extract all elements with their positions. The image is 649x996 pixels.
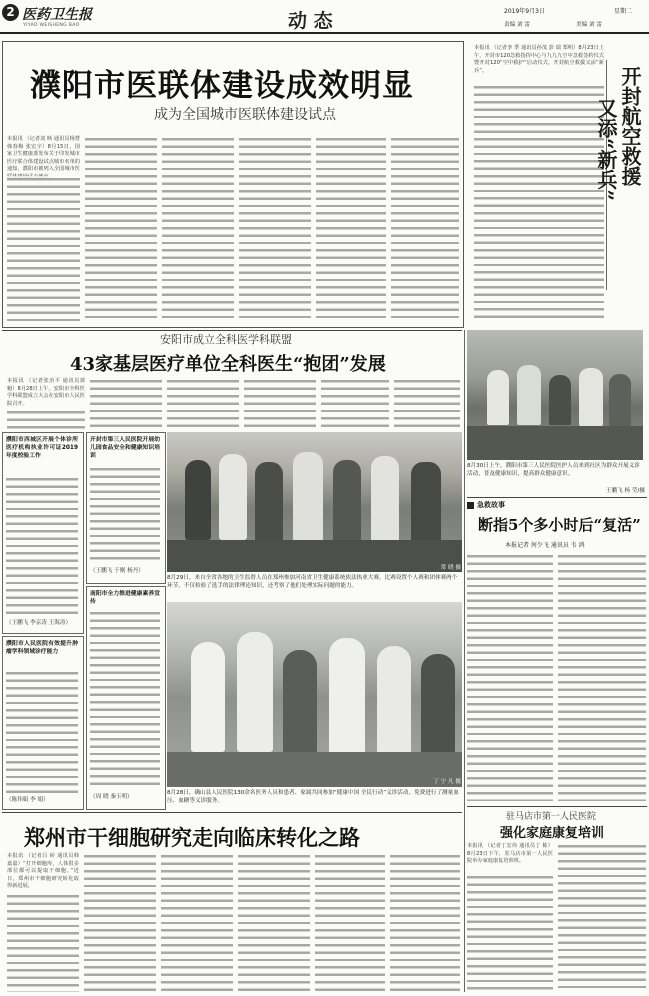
zhumadian-col-1 xyxy=(467,874,553,992)
side-headline-2: 又添“新兵” xyxy=(594,98,618,202)
issue-date: 2019年9月3日 xyxy=(504,8,545,15)
bottom-col-6 xyxy=(390,853,460,992)
bottom-story-top-rule xyxy=(2,812,462,813)
photo-queshan-clinic xyxy=(167,602,462,787)
designer-credit: 美编 刘 雷 xyxy=(576,22,602,28)
photo-puyang-credit: 王鹏飞 杨 莹/摄 xyxy=(605,488,645,494)
zhumadian-headline: 强化家庭康复培训 xyxy=(500,826,605,841)
masthead xyxy=(0,0,649,40)
side-headline-1: 开封航空救援 xyxy=(618,66,642,186)
emergency-col-1 xyxy=(467,553,553,801)
zhumadian-kicker: 驻马店市第一人民医院 xyxy=(506,812,597,822)
photo-puyang-community xyxy=(467,330,643,460)
middle-brief-2-byline: （周 晓 秦玉明） xyxy=(90,794,133,800)
middle-brief-1-headline: 开封市第三人民医院开展幼儿园食品安全和健康知识培训 xyxy=(90,437,160,459)
alliance-headline: 43家基层医疗单位全科医生“抱团”发展 xyxy=(70,354,386,375)
bottom-col-3 xyxy=(161,853,233,992)
lead-body-col-3 xyxy=(162,136,234,321)
emergency-headline: 断指5个多小时后“复活” xyxy=(478,516,641,534)
middle-brief-2-headline: 南阳市全力推进健康素养宣传 xyxy=(90,591,160,605)
emergency-col-2 xyxy=(558,553,646,801)
middle-brief-2-body xyxy=(90,610,160,790)
emergency-label: 急救故事 xyxy=(477,501,505,509)
zhumadian-byline: 本报讯 （记者丁宏伟 通讯员丁 栋）8月23日下午，驻马店市第一人民医院举办家庭康复培训班。 xyxy=(467,843,553,865)
lead-body-col-1 xyxy=(7,176,80,321)
emergency-label-icon xyxy=(467,502,474,509)
zhumadian-col-2 xyxy=(558,843,646,992)
alliance-byline: 本报讯 （记者张治平 通讯员郭 魁）8月28日上午，安阳市全科医学科联盟成立大会在安阳市人民医院召开。 xyxy=(7,378,85,407)
left-brief-2-headline: 濮阳市人民医院有效提升肿瘤学科领域诊疗能力 xyxy=(6,641,78,655)
page-number: 2 xyxy=(6,5,15,19)
zhumadian-top-rule xyxy=(467,806,647,807)
side-byline: 本报讯 （记者李 季 通讯员孙茂 彭 瑞 郑明）8月23日上午，开封市120急救指挥中心与九九九空中急救签约仪式暨开封120“空中救护”启动仪式，开封航空救援又添“新兵”。 xyxy=(474,45,604,74)
photo-queshan-caption: 8月28日，确山县人民医院130余名医务人员和患者、家属共同参加“健康中国 全民行动”义诊活动，免费进行了测量血压、血糖等义诊服务。 xyxy=(167,790,459,804)
paper-name: 医药卫生报 xyxy=(22,7,92,23)
masthead-rule xyxy=(0,32,649,34)
lead-byline: 本报讯 （记者刘 旸 通讯员杨慧 韩春梅 张宏宇）8月15日，国家卫生健康委发布关于印发城市医疗联合体建设试点城市名单的通知，濮阳市被列入全国城市医 xyxy=(7,136,80,173)
paper-name-en: YIYAO WEISHENG BAO xyxy=(23,23,80,28)
lead-body-col-4 xyxy=(239,136,311,321)
middle-brief-1-body xyxy=(90,466,160,564)
bottom-byline: 本报讯 （记者吕 砖 通讯员韩嘉嘉）“打开细胞库，人体很多部位都可以提取干细胞。”近日，郑州市干细胞研究转化取得新进展。 xyxy=(7,853,79,890)
alliance-col-4 xyxy=(244,378,316,429)
emergency-top-rule xyxy=(467,497,647,498)
bottom-headline: 郑州市干细胞研究走向临床转化之路 xyxy=(24,825,360,850)
bottom-col-2 xyxy=(84,853,156,992)
alliance-col-1 xyxy=(7,409,85,429)
photo-puyang-caption: 8月30日上午，濮阳市第三人民医院医护人员来到社区为群众开展义诊活动，普及健康知识，提高群众健康意识。 xyxy=(467,463,640,477)
section-title: 动 态 xyxy=(288,10,333,32)
emergency-byline: 本报记者 何少飞 通讯员 韦 鸿 xyxy=(505,542,585,549)
side-body-1 xyxy=(474,84,604,320)
lead-subhead: 成为全国城市医联体建设试点 xyxy=(154,107,336,123)
photo-queshan-credit: 丁 宁 凡 摄 xyxy=(433,779,461,785)
lead-body-col-6 xyxy=(391,136,459,321)
photo-law-contest-credit: 常 晓 摄 xyxy=(440,565,461,571)
editor-credit: 责编 刘 雷 xyxy=(504,22,530,28)
lead-body-col-2 xyxy=(85,136,157,321)
page-column-divider xyxy=(464,330,465,992)
bottom-col-1 xyxy=(7,893,79,992)
bottom-col-4 xyxy=(238,853,310,992)
photo-law-contest-caption: 8月29日，来自全省各地的卫生监督人员在郑州参加河南省卫生健康系统依法执业大赛，比赛设置个人赛和团体赛两个环节，不仅检验了选手的法律理论知识，还考察了他们处理实际问题的能力。 xyxy=(167,575,458,589)
alliance-col-3 xyxy=(167,378,239,429)
middle-brief-1-byline: （王鹏飞 于刚 杨丹） xyxy=(90,568,144,574)
alliance-kicker: 安阳市成立全科医学科联盟 xyxy=(160,333,292,346)
lead-body-col-5 xyxy=(316,136,386,321)
photo-law-contest xyxy=(167,432,462,572)
left-brief-2-body xyxy=(6,670,78,794)
left-brief-2-byline: （陈伟娟 李 娟） xyxy=(6,797,49,803)
lead-headline: 濮阳市医联体建设成效明显 xyxy=(30,68,414,104)
alliance-col-5 xyxy=(321,378,389,429)
left-brief-1-byline: （王鹏飞 李京涛 王海涛） xyxy=(6,620,72,626)
alliance-col-2 xyxy=(90,378,162,429)
left-brief-1-headline: 濮阳市西城区开展个体诊所医疗机构执业许可证2019年度校验工作 xyxy=(6,437,78,459)
weekday: 星期二 xyxy=(614,8,633,15)
left-brief-1-body xyxy=(6,476,78,616)
alliance-col-6 xyxy=(394,378,460,429)
bottom-col-5 xyxy=(315,853,385,992)
